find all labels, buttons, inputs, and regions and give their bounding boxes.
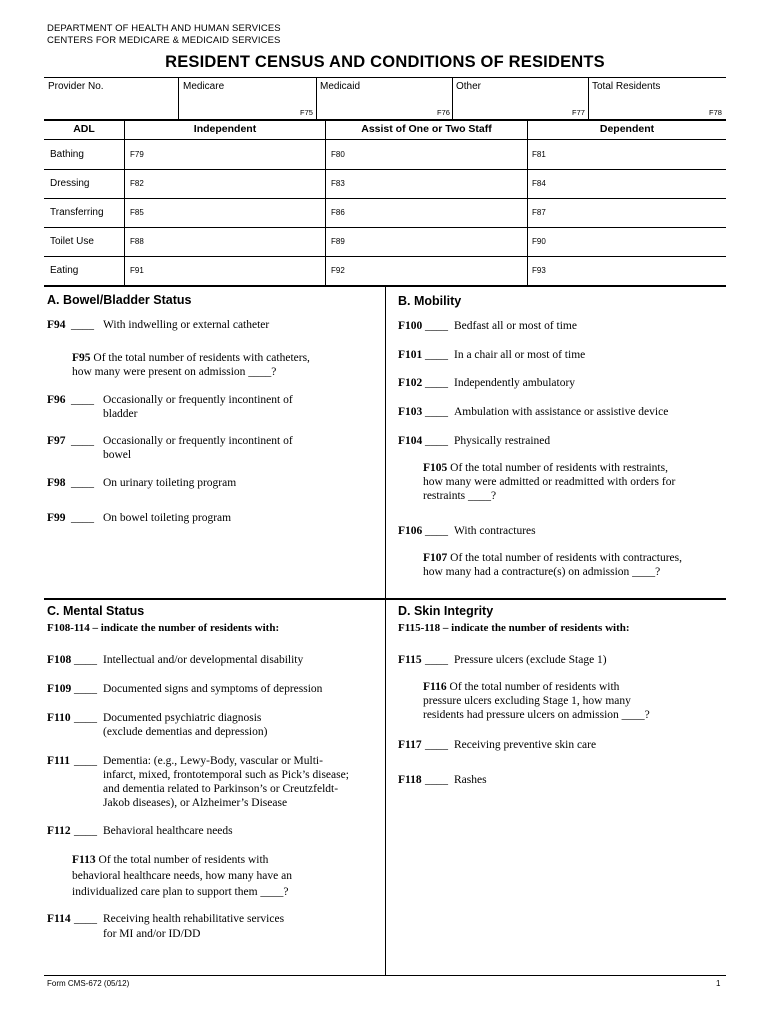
adl-header-dependent: Dependent	[599, 123, 655, 135]
department-line-2: CENTERS FOR MEDICARE & MEDICAID SERVICES	[47, 35, 281, 46]
other-field[interactable]: Other	[456, 81, 482, 92]
adl-row-transferring: Transferring	[50, 207, 104, 218]
section-a-title: A. Bowel/Bladder Status	[47, 293, 192, 307]
section-c-title: C. Mental Status	[47, 604, 145, 618]
adl-row-border	[44, 227, 726, 228]
adl-row-eating: Eating	[50, 265, 79, 276]
adl-col-divider-3	[527, 120, 528, 286]
item-f107[interactable]: F107 Of the total number of residents with contractures, how many had a contracture(s) on admission ____?	[423, 552, 683, 578]
medicare-field[interactable]: Medicare	[183, 81, 225, 92]
item-f113[interactable]: F113 Of the total number of residents with behavioral healthcare needs, how many have an individualized care plan to support them ____?	[72, 854, 292, 898]
total-residents-code: F78	[709, 108, 722, 117]
total-residents-field[interactable]: Total Residents	[592, 81, 661, 92]
provider-divider-3	[452, 77, 453, 119]
adl-col-divider-2	[325, 120, 326, 286]
adl-cell-dependent[interactable]: F84	[532, 179, 546, 188]
adl-row-border	[44, 198, 726, 199]
adl-header-independent: Independent	[193, 123, 257, 135]
adl-cell-dependent[interactable]: F90	[532, 237, 546, 246]
section-d-subtitle: F115-118 – indicate the number of residents with:	[398, 622, 630, 634]
adl-cell-assist[interactable]: F92	[331, 266, 345, 275]
adl-row-dressing: Dressing	[50, 178, 90, 189]
section-b-title: B. Mobility	[398, 294, 462, 308]
footer-rule	[44, 975, 726, 976]
provider-row-top-border	[44, 77, 726, 78]
form-title: RESIDENT CENSUS AND CONDITIONS OF RESIDENTS	[165, 53, 605, 71]
section-c-subtitle: F108-114 – indicate the number of residents with:	[47, 622, 280, 634]
adl-row-border	[44, 256, 726, 257]
adl-header-adl: ADL	[73, 123, 95, 135]
adl-cell-assist[interactable]: F89	[331, 237, 345, 246]
provider-divider-1	[178, 77, 179, 119]
adl-header-assist: Assist of One or Two Staff	[361, 123, 492, 135]
medicare-code: F75	[300, 108, 313, 117]
form-page: DEPARTMENT OF HEALTH AND HUMAN SERVICES CENTERS FOR MEDICARE & MEDICAID SERVICES RESIDENT CENSUS AND CONDITIONS OF RESIDENTS Provider No. Medicare Medicaid Other Total Residents F75 F76 F77 F78 ADL Independent Assist of One or Two Staff Dependent Bathing F79 F80 F81 Dressing F82 F83 F84 Transferring F85 F86 F87 Toilet Use F88 F89 F90 Eating F91 F92 F93 A. Bowel/Bladder Status F94 ____ With indwelling or external catheter F95 Of the total number of residents with catheters, how many were present on admission ____? F96 ____ Occasionally or frequently incontinent of bladder F97 ____ Occasionally or frequently incontinent of bowel F98 ____ On urinary toileting program F99 ____ On bowel toileting program B. Mobility F100 ____ Bedfast all or most of time F101 ____ In a chair all or most of time F102 ____ Independently ambulatory F103 ____ Ambulation with assistance or assistive device F104 ____ Physically restrained F105 Of the total number of residents with restraints, how many were admitted or readmitted with orders for restraints ____? F106 ____ With contractures F107 Of the total number of residents with contractures, how many had a contracture(s) on admission ____? C. Mental Status F108-114 – indicate the number of residents with: F108 ____ Intellectual and/or developmental disability F109 ____ Documented signs and symptoms of depression F110 ____ Documented psychiatric diagnosis (exclude dementias and depression) F111 ____ Dementia: (e.g., Lewy-Body, vascular or Multi- infarct, mixed, frontotemporal such as Pick’s disease; and dementia related to Parkinson’s or Creutzfeldt- Jakob diseases), or Alzheimer’s Disease F112 ____ Behavioral healthcare needs F113 Of the total number of residents with behavioral healthcare needs, how many have an individualized care plan to support them ____? F114 ____ Receiving health rehabilitative services for MI and/or ID/DD D. Skin Integrity F115-118 – indicate the number of residents with: F115 ____ Pressure ulcers (exclude Stage 1) F116 Of the total number of residents with pressure ulcers excluding Stage 1, how many residents had pressure ulcers on admission ____? F117 ____ Receiving preventive skin care F118 ____ Rashes Form CMS-672 (05/12) 1	[0, 0, 770, 1024]
item-f95[interactable]: F95 Of the total number of residents with catheters, how many were present on admission ____?	[72, 352, 310, 378]
provider-number-field[interactable]: Provider No.	[48, 81, 104, 92]
adl-cell-assist[interactable]: F80	[331, 150, 345, 159]
adl-cell-assist[interactable]: F86	[331, 208, 345, 217]
adl-table-top-border	[44, 119, 726, 121]
form-id: Form CMS-672 (05/12)	[47, 979, 130, 988]
medicaid-field[interactable]: Medicaid	[320, 81, 361, 92]
item-f110[interactable]: F110 ____ Documented psychiatric diagnosis (exclude dementias and depression)	[47, 712, 268, 738]
section-d-title: D. Skin Integrity	[398, 604, 494, 618]
section-divider	[44, 598, 726, 600]
other-code: F77	[572, 108, 585, 117]
item-f105[interactable]: F105 Of the total number of residents with restraints, how many were admitted or readmitted with orders for restraints ____?	[423, 462, 676, 502]
adl-cell-independent[interactable]: F85	[130, 208, 144, 217]
item-f114[interactable]: F114 ____ Receiving health rehabilitative services for MI and/or ID/DD	[47, 913, 285, 940]
page-number: 1	[716, 979, 721, 988]
adl-cell-dependent[interactable]: F87	[532, 208, 546, 217]
provider-divider-4	[588, 77, 589, 119]
provider-divider-2	[316, 77, 317, 119]
item-f111[interactable]: F111 ____ Dementia: (e.g., Lewy-Body, vascular or Multi- infarct, mixed, frontotemporal such as Pick’s disease; and dementia related to Parkinson’s or Creutzfeldt- Jakob diseases), or Alzheimer’s Disease	[47, 755, 349, 809]
adl-row-bathing: Bathing	[50, 149, 84, 160]
adl-cell-independent[interactable]: F79	[130, 150, 144, 159]
department-line-1: DEPARTMENT OF HEALTH AND HUMAN SERVICES	[47, 23, 281, 34]
adl-row-toilet-use: Toilet Use	[50, 236, 94, 247]
adl-row-border	[44, 169, 726, 170]
adl-cell-dependent[interactable]: F93	[532, 266, 546, 275]
adl-cell-assist[interactable]: F83	[331, 179, 345, 188]
medicaid-code: F76	[437, 108, 450, 117]
item-f96[interactable]: F96 ____ Occasionally or frequently incontinent of bladder	[47, 394, 293, 420]
column-divider	[385, 286, 386, 976]
adl-header-bottom-border	[44, 139, 726, 140]
item-f116[interactable]: F116 Of the total number of residents with pressure ulcers excluding Stage 1, how many residents had pressure ulcers on admission ____?	[423, 681, 650, 721]
adl-cell-dependent[interactable]: F81	[532, 150, 546, 159]
adl-cell-independent[interactable]: F82	[130, 179, 144, 188]
adl-col-divider-1	[124, 120, 125, 286]
item-f97[interactable]: F97 ____ Occasionally or frequently incontinent of bowel	[47, 435, 293, 461]
adl-cell-independent[interactable]: F91	[130, 266, 144, 275]
adl-cell-independent[interactable]: F88	[130, 237, 144, 246]
